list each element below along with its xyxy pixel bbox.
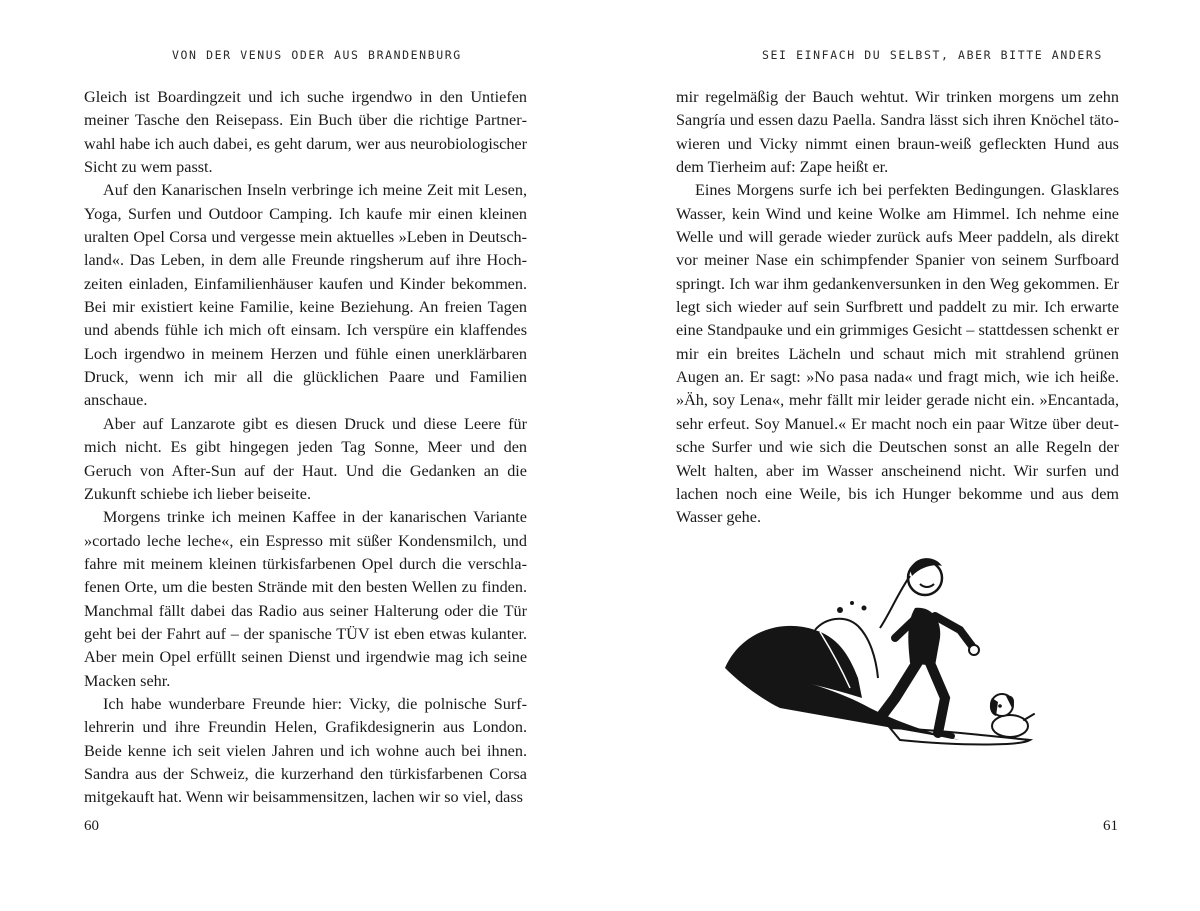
- body-text-right: [676, 86, 1119, 530]
- paragraph: Auf den Kanarischen Inseln verbringe ich meine Zeit mit Lesen, Yoga, Surfen und Outdoor Camping. Ich kaufe mir einen kleinen uralten Opel Corsa und vergesse mein aktuelles »Leben in Deutschland«. Das Leben, in dem alle Freunde ringsherum auf ihre Hochzeiten einladen, Einfamilienhäuser kaufen und Kinder bekommen. Bei mir existiert keine Familie, keine Beziehung. An freien Tagen und abends fühle ich mich oft einsam. Ich verspüre ein klaffendes Loch irgendwo in meinem Herzen und fühle einen unerklärbaren Druck, wenn ich mir all die glücklichen Paare und Familien anschaue.: [84, 181, 527, 410]
- surfer-woman-with-dog-illustration: [720, 548, 1040, 748]
- paragraph: Eines Morgens surfe ich bei perfekten Bedingungen. Glasklares Wasser, kein Wind und keine Wolke am Himmel. Ich nehme eine Welle und will gerade wieder zurück aufs Meer paddeln, als direkt vor meiner Nase ein schimpfender Spanier von seinem Surfboard springt. Ich war ihm gedankenversunken in den Weg gekommen. Er legt sich wieder auf sein Surfbrett und paddelt zu mir. Ich erwarte eine Standpauke und ein grimmiges Gesicht – stattdessen schenkt er mir ein breites Lächeln und schaut mich mit strahlend grünen Augen an. Er sagt: »No pasa nada« und fragt mich, wie ich heiße. »Äh, soy Lena«, mehr fällt mir leider gerade nicht ein. »Encantada, sehr erfeut. Soy Manuel.« Er macht noch ein paar Witze über deutsche Surfer und wie sich die Deutschen sonst an alle Regeln der Welt halten, aber im Wasser anscheinend nicht. Wir surfen und lachen noch eine Weile, bis ich Hunger bekomme und aus dem Wasser gehe.: [676, 181, 1119, 527]
- paragraph: Gleich ist Boardingzeit und ich suche irgendwo in den Untiefen meiner Tasche den Reisepass. Ein Buch über die richtige Partnerwahl habe ich auch dabei, es geht darum, wer aus neurobiologischer Sicht zu wem passt.: [84, 88, 527, 177]
- page-number-right: 61: [1103, 818, 1118, 834]
- paragraph: Morgens trinke ich meinen Kaffee in der kanarischen Variante »cortado leche leche«, ein Espresso mit süßer Kondensmilch, und fahre mit meinem kleinen türkisfarbenen Opel durch die verschlafenen Orte, um die besten Strände mit den besten Wellen zu finden. Manchmal fällt dabei das Radio aus seiner Halterung oder die Tür geht bei der Fahrt auf – der spanische TÜV ist eben etwas kulanter. Aber mein Opel erfüllt seinen Dienst und irgendwie mag ich seine Macken sehr.: [84, 508, 527, 690]
- body-text-left: [84, 86, 527, 810]
- paragraph: Ich habe wunderbare Freunde hier: Vicky, die polnische Surflehrerin und ihre Freundin Helen, Grafikdesignerin aus London. Beide kenne ich seit vielen Jahren und ich wohne auch bei ihnen. Sandra aus der Schweiz, die kurzerhand den türkisfarbenen Corsa mitgekauft hat. Wenn wir beisammensitzen, lachen wir so viel, dass: [84, 694, 527, 807]
- paragraph: mir regelmäßig der Bauch wehtut. Wir trinken morgens um zehn Sangría und essen dazu Paella. Sandra lässt sich ihren Knöchel tätowieren und Vicky nimmt einen braun-weiß gefleckten Hund aus dem Tierheim auf: Zape heißt er.: [676, 88, 1119, 177]
- running-head-left: VON DER VENUS ODER AUS BRANDENBURG: [172, 48, 462, 62]
- right-page: [600, 0, 1200, 911]
- paragraph: Aber auf Lanzarote gibt es diesen Druck und diese Leere für mich nicht. Es gibt hingegen jeden Tag Sonne, Meer und den Geruch von After-Sun auf der Haut. Und die Gedanken an die Zukunft schiebe ich lieber beiseite.: [84, 414, 527, 503]
- running-head-right: SEI EINFACH DU SELBST, ABER BITTE ANDERS: [762, 48, 1103, 62]
- page-number-left: 60: [84, 818, 99, 834]
